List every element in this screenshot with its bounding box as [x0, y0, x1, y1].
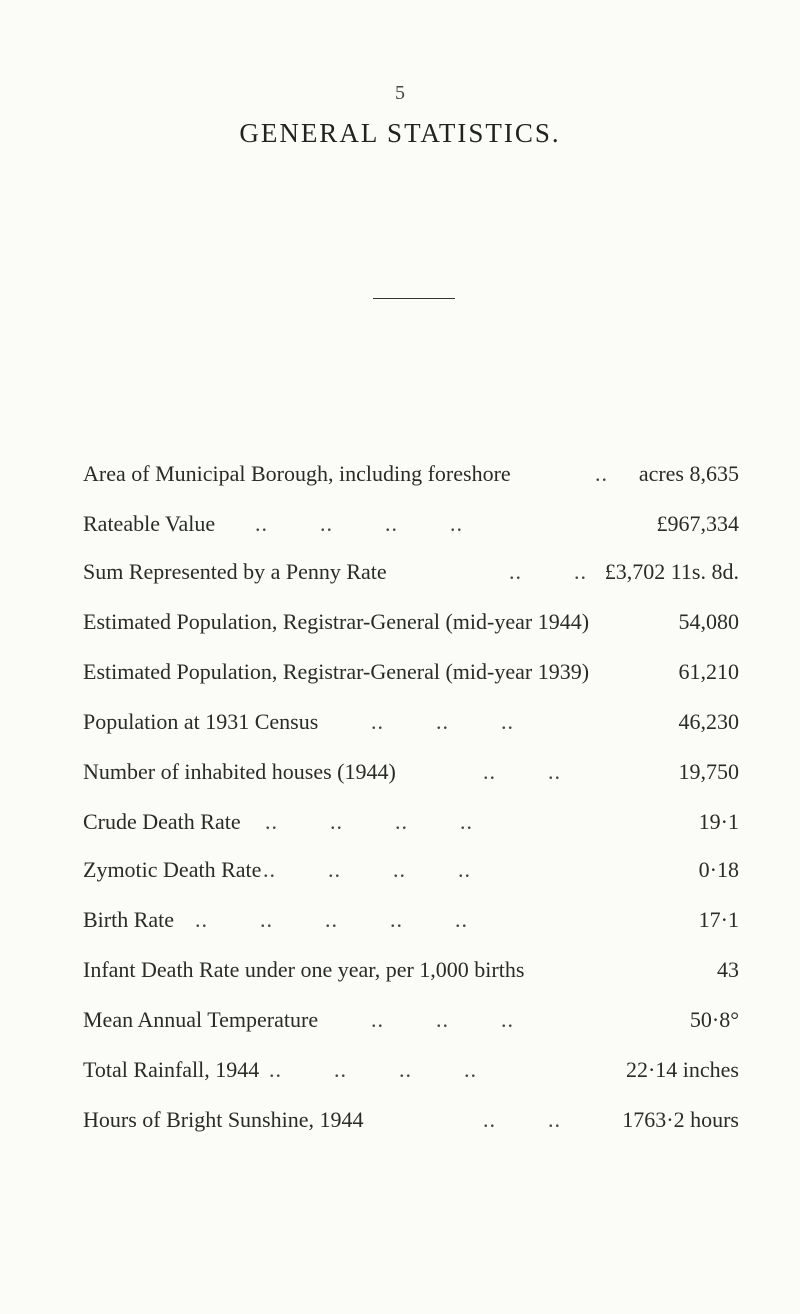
stat-label: Mean Annual Temperature [83, 1007, 319, 1032]
stat-bright-sunshine [83, 1102, 739, 1138]
stat-total-rainfall [83, 1052, 739, 1088]
stat-value: 50·8° [689, 1007, 739, 1032]
stat-label: Rateable Value [83, 511, 216, 536]
stat-label: Crude Death Rate [83, 809, 241, 834]
stat-zymotic-death-rate [83, 852, 739, 888]
page-number: 5 [395, 82, 405, 104]
stat-value: acres 8,635 [638, 461, 739, 486]
dot-leaders: .. .. [509, 559, 587, 584]
stat-value: 17·1 [698, 907, 739, 932]
stat-birth-rate [83, 902, 739, 938]
stat-value: £967,334 [656, 511, 739, 536]
dot-leaders: .. [595, 461, 608, 486]
stat-label: Total Rainfall, 1944 [83, 1057, 260, 1082]
stat-value: 43 [717, 957, 739, 982]
stat-infant-death-rate [83, 952, 739, 988]
dot-leaders: .. .. [483, 759, 561, 784]
dot-leaders: .. .. .. .. [265, 809, 473, 834]
stat-value: £3,702 11s. 8d. [604, 559, 739, 584]
stat-label: Birth Rate [83, 907, 175, 932]
stat-inhabited-houses [83, 754, 739, 790]
dot-leaders: .. .. .. .. [263, 857, 471, 882]
stat-label: Number of inhabited houses (1944) [83, 759, 396, 784]
dot-leaders: .. .. [483, 1107, 561, 1132]
stat-population-1939 [83, 654, 739, 690]
stat-crude-death-rate [83, 804, 739, 840]
stat-value: 19,750 [678, 759, 739, 784]
stat-value: 61,210 [678, 659, 739, 684]
stat-value: 0·18 [698, 857, 739, 882]
stat-penny-rate [83, 554, 739, 590]
stat-population-1944 [83, 604, 739, 640]
stat-value: 46,230 [678, 709, 739, 734]
stat-label: Sum Represented by a Penny Rate [83, 559, 387, 584]
dot-leaders: .. .. .. [371, 1007, 514, 1032]
stat-label: Estimated Population, Registrar-General (mid-year 1939) [83, 659, 590, 684]
page-title: GENERAL STATISTICS. [239, 118, 561, 148]
stat-label: Population at 1931 Census [83, 709, 319, 734]
stat-label: Infant Death Rate under one year, per 1,000 births [83, 957, 525, 982]
stat-value: 54,080 [678, 609, 739, 634]
stat-label: Estimated Population, Registrar-General (mid-year 1944) [83, 609, 590, 634]
dot-leaders: .. .. .. .. [255, 511, 463, 536]
dot-leaders: .. .. .. .. .. [195, 907, 468, 932]
stat-census-1931 [83, 704, 739, 740]
stat-value: 22·14 inches [625, 1057, 739, 1082]
dot-leaders: .. .. .. [371, 709, 514, 734]
stat-label: Zymotic Death Rate [83, 857, 262, 882]
stat-value: 1763·2 hours [622, 1107, 739, 1132]
stat-label: Hours of Bright Sunshine, 1944 [83, 1107, 364, 1132]
stat-label: Area of Municipal Borough, including foreshore [83, 461, 511, 486]
stat-mean-temperature [83, 1002, 739, 1038]
dot-leaders: .. .. .. .. [269, 1057, 477, 1082]
stat-value: 19·1 [698, 809, 739, 834]
stat-area [83, 456, 739, 492]
stat-rateable-value [83, 506, 739, 542]
